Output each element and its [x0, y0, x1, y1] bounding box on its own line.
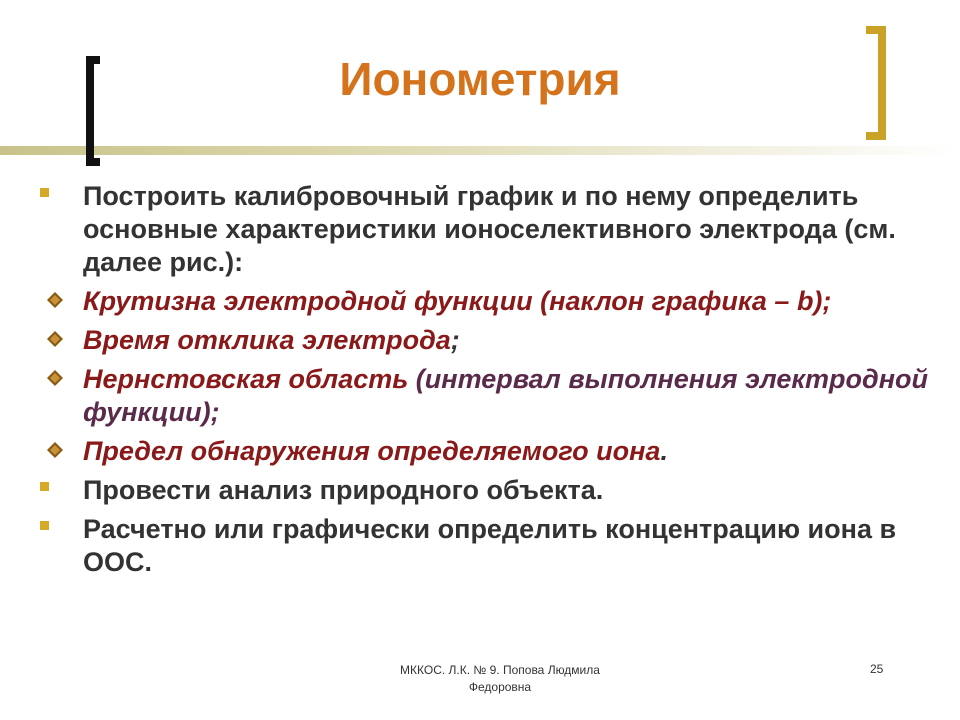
footer-author: [370, 662, 630, 696]
title-underline: [0, 146, 960, 155]
square-bullet-icon: [40, 521, 49, 530]
list-item-text: Крутизна электродной функции (наклон графика – b);: [83, 286, 832, 316]
diamond-bullet-icon: [46, 441, 64, 459]
list-item: [40, 435, 940, 468]
diamond-bullet-icon: [46, 369, 64, 387]
list-item-text-rest: .: [660, 436, 668, 466]
list-item-text: Предел обнаружения определяемого иона: [83, 436, 661, 466]
diamond-bullet-icon: [46, 291, 64, 309]
list-item: [40, 513, 940, 579]
list-item: [40, 180, 940, 279]
list-item-text-rest: (интервал выполнения электродной функции);: [83, 364, 929, 427]
list-item-text-rest: ;: [450, 325, 460, 355]
square-bullet-icon: [40, 188, 49, 197]
footer-line: МККОС. Л.К. № 9. Попова Людмила: [400, 663, 600, 677]
page-number: 25: [870, 662, 884, 676]
list-item: [40, 474, 940, 507]
list-item-text: Расчетно или графически определить концентрацию иона в ООС.: [83, 514, 897, 577]
list-item: [40, 324, 940, 357]
list-item-text: Построить калибровочный график и по нему определить основные характеристики ионоселективного электрода (см. далее рис.):: [83, 181, 896, 277]
list-item: [40, 363, 940, 429]
square-bullet-icon: [40, 482, 49, 491]
list-item-text: Провести анализ природного объекта.: [83, 475, 604, 505]
slide-title: Ионометрия: [339, 53, 621, 105]
footer-line: Федоровна: [468, 680, 532, 694]
list-item: [40, 285, 940, 318]
list-item-text: Нернстовская область: [83, 364, 409, 394]
diamond-bullet-icon: [46, 330, 64, 348]
list-item-text: Время отклика электрода: [83, 325, 451, 355]
bullet-list: [40, 180, 940, 585]
